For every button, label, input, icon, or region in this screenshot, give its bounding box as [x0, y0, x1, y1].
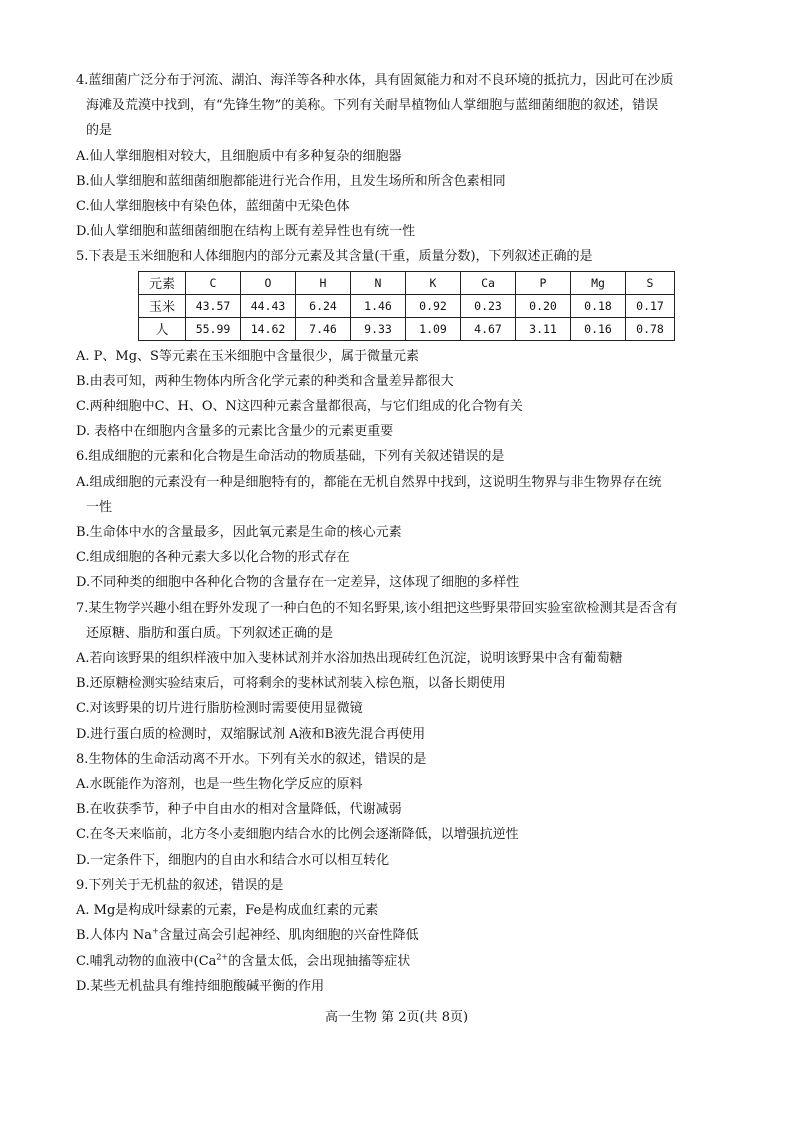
- option-text: 的含量太低，会出现抽搐等症状: [228, 953, 411, 969]
- question-6: [76, 444, 723, 595]
- option-a: A.若向该野果的组织样液中加入斐林试剂并水浴加热出现砖红色沉淀，说明该野果中含有葡萄糖: [76, 651, 623, 667]
- option-text: C.哺乳动物的血液中(Ca: [76, 953, 217, 969]
- table-cell: 6.24: [296, 294, 351, 317]
- option-d: D.进行蛋白质的检测时，双缩脲试剂 A液和B液先混合再使用: [76, 726, 426, 742]
- table-cell: 人: [139, 317, 186, 340]
- table-cell: 0.78: [626, 317, 675, 340]
- question-stem: 海滩及荒漠中找到，有“先锋生物”的美称。下列有关耐旱植物仙人掌细胞与蓝细菌细胞的叙述，错误: [86, 98, 659, 114]
- table-cell: 4.67: [461, 317, 516, 340]
- option-d: D.一定条件下，细胞内的自由水和结合水可以相互转化: [76, 852, 390, 868]
- option-text: B.人体内 Na: [76, 928, 152, 944]
- question-stem: 4.蓝细菌广泛分布于河流、湖泊、海洋等各种水体，具有固氮能力和对不良环境的抵抗力，因此可在沙质: [76, 73, 674, 88]
- option-d: D.不同种类的细胞中各种化合物的含量存在一定差异，这体现了细胞的多样性: [76, 575, 520, 591]
- option-c: C.对该野果的切片进行脂肪检测时需要使用显微镜: [76, 701, 363, 717]
- table-cell: 0.23: [461, 294, 516, 317]
- option-a: A.组成细胞的元素没有一种是细胞特有的，都能在无机自然界中找到，这说明生物界与非生物界存在统: [76, 474, 662, 490]
- table-cell: 0.16: [571, 317, 626, 340]
- table-row: [139, 317, 675, 340]
- charge-superscript: +: [151, 926, 159, 936]
- table-cell: 元素: [139, 271, 186, 294]
- table-cell: H: [296, 271, 351, 294]
- option-b: B.生命体中水的含量最多，因此氧元素是生命的核心元素: [76, 525, 402, 541]
- option-b: B.还原糖检测实验结束后，可将剩余的斐林试剂装入棕色瓶，以备长期使用: [76, 676, 506, 692]
- element-content-table: [138, 271, 675, 341]
- table-cell: 玉米: [139, 294, 186, 317]
- question-stem: 8.生物体的生命活动离不开水。下列有关水的叙述，错误的是: [76, 751, 427, 767]
- option-a: A. P、Mg、S等元素在玉米细胞中含量很少，属于微量元素: [76, 348, 419, 364]
- question-stem: 6.组成细胞的元素和化合物是生命活动的物质基础，下列有关叙述错误的是: [76, 449, 505, 465]
- table-cell: 0.92: [406, 294, 461, 317]
- table-cell: P: [516, 271, 571, 294]
- table-cell: 55.99: [186, 317, 241, 340]
- option-c: C.组成细胞的各种元素大多以化合物的形式存在: [76, 550, 350, 566]
- table-cell: 3.11: [516, 317, 571, 340]
- option-d: D. 表格中在细胞内含量多的元素比含量少的元素更重要: [76, 424, 394, 440]
- question-5: [76, 244, 723, 444]
- option-b: [76, 923, 723, 948]
- charge-superscript: 2+: [216, 952, 229, 962]
- table-cell: O: [241, 271, 296, 294]
- table-cell: Ca: [461, 271, 516, 294]
- table-cell: 43.57: [186, 294, 241, 317]
- table-cell: 1.46: [351, 294, 406, 317]
- option-c: C.仙人掌细胞核中有染色体，蓝细菌中无染色体: [76, 199, 350, 215]
- table-cell: 14.62: [241, 317, 296, 340]
- option-b: B.由表可知，两种生物体内所含化学元素的种类和含量差异都很大: [76, 373, 454, 389]
- table-header-row: [139, 271, 675, 294]
- table-cell: S: [626, 271, 675, 294]
- table-cell: 7.46: [296, 317, 351, 340]
- table-cell: K: [406, 271, 461, 294]
- option-b: B.仙人掌细胞和蓝细菌细胞都能进行光合作用，且发生场所和所含色素相同: [76, 173, 506, 189]
- table-row: [139, 294, 675, 317]
- question-stem: 的是: [86, 123, 113, 139]
- question-stem: 5.下表是玉米细胞和人体细胞内的部分元素及其含量(干重，质量分数)，下列叙述正确的是: [76, 249, 593, 265]
- question-4: [76, 68, 723, 244]
- option-c: [76, 949, 723, 974]
- table-cell: 0.20: [516, 294, 571, 317]
- table-cell: 44.43: [241, 294, 296, 317]
- option-c: C.在冬天来临前，北方冬小麦细胞内结合水的比例会逐渐降低，以增强抗逆性: [76, 827, 519, 843]
- option-c: C.两种细胞中C、H、O、N这四种元素含量都很高，与它们组成的化合物有关: [76, 399, 523, 415]
- question-stem: 还原糖、脂肪和蛋白质。下列叙述正确的是: [86, 625, 334, 641]
- question-8: [76, 747, 723, 873]
- option-d: D.仙人掌细胞和蓝细菌细胞在结构上既有差异性也有统一性: [76, 224, 416, 240]
- question-stem: 7.某生物学兴趣小组在野外发现了一种白色的不知名野果,该小组把这些野果带回实验室欲检测其是否含有: [76, 600, 678, 616]
- question-9: [76, 873, 723, 999]
- table-cell: C: [186, 271, 241, 294]
- table-cell: N: [351, 271, 406, 294]
- question-7: [76, 596, 723, 747]
- table-cell: Mg: [571, 271, 626, 294]
- option-a: A.仙人掌细胞相对较大，且细胞质中有多种复杂的细胞器: [76, 148, 402, 164]
- option-text: 含量过高会引起神经、肌肉细胞的兴奋性降低: [158, 928, 419, 944]
- table-cell: 0.18: [571, 294, 626, 317]
- table-cell: 0.17: [626, 294, 675, 317]
- option-d: D.某些无机盐具有维持细胞酸碱平衡的作用: [76, 978, 325, 994]
- option-a-continued: 一性: [86, 499, 113, 515]
- option-b: B.在收获季节，种子中自由水的相对含量降低，代谢减弱: [76, 802, 402, 818]
- table-cell: 1.09: [406, 317, 461, 340]
- question-stem: 9.下列关于无机盐的叙述，错误的是: [76, 877, 284, 893]
- option-a: A. Mg是构成叶绿素的元素，Fe是构成血红素的元素: [76, 903, 379, 919]
- page-footer: 高一生物 第 2页(共 8页): [324, 1010, 469, 1025]
- option-a: A.水既能作为溶剂，也是一些生物化学反应的原料: [76, 777, 363, 793]
- table-cell: 9.33: [351, 317, 406, 340]
